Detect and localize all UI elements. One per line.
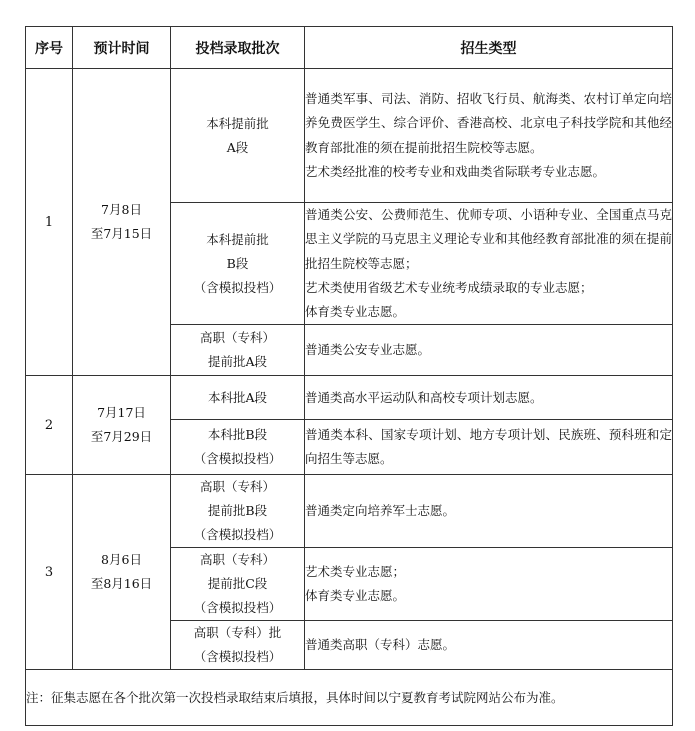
types-cell	[305, 69, 673, 203]
types-cell	[305, 203, 673, 325]
date-start: 8月6日	[101, 552, 142, 568]
types-cell	[305, 621, 673, 670]
batch-line: 本科提前批	[206, 115, 269, 131]
types-line: 艺术类使用省级艺术专业统考成绩录取的专业志愿；	[305, 279, 593, 295]
header-type: 招生类型	[305, 27, 673, 69]
types-line: 艺术类经批准的校考专业和戏曲类省际联考专业志愿。	[305, 163, 606, 179]
batch-line: （含模拟投档）	[193, 649, 282, 665]
types-line: 体育类专业志愿。	[305, 304, 406, 320]
types-line: 普通类高水平运动队和高校专项计划志愿。	[305, 389, 543, 405]
group-date	[73, 69, 171, 376]
batch-cell	[171, 376, 305, 420]
types-line: 普通类定向培养军士志愿。	[305, 503, 456, 519]
header-batch: 投档录取批次	[171, 27, 305, 69]
batch-line: 本科提前批	[206, 231, 269, 247]
date-end: 至8月16日	[90, 576, 153, 592]
batch-cell	[171, 548, 305, 621]
types-line: 艺术类专业志愿；	[305, 564, 406, 580]
date-end: 至7月15日	[90, 226, 153, 242]
group-date	[73, 475, 171, 670]
types-line: 普通类本科、国家专项计划、地方专项计划、民族班、预科班和定向招生等志愿。	[305, 427, 672, 467]
group-number: 2	[26, 376, 73, 475]
batch-cell	[171, 325, 305, 376]
types-line: 普通类军事、司法、消防、招收飞行员、航海类、农村订单定向培养免费医学生、综合评价、香港高校、北京电子科技学院和其他经教育部批准的须在提前批招生院校等志愿。	[305, 90, 672, 155]
types-cell	[305, 420, 673, 475]
batch-line: （含模拟投档）	[193, 451, 282, 467]
batch-line: （含模拟投档）	[193, 600, 282, 616]
header-row	[26, 27, 673, 69]
date-start: 7月8日	[101, 202, 142, 218]
header-no: 序号	[26, 27, 73, 69]
date-end: 至7月29日	[90, 429, 153, 445]
table-row	[26, 376, 673, 420]
types-cell	[305, 548, 673, 621]
batch-line: 高职（专科）批	[193, 625, 282, 641]
batch-line: 本科批B段	[207, 427, 268, 443]
batch-cell	[171, 621, 305, 670]
batch-line: 本科批A段	[207, 389, 268, 405]
batch-cell	[171, 69, 305, 203]
batch-line: B段	[226, 255, 249, 271]
batch-line: 高职（专科）	[199, 552, 275, 568]
batch-line: 提前批B段	[207, 503, 268, 519]
table-row	[26, 475, 673, 548]
group-number: 3	[26, 475, 73, 670]
group-number: 1	[26, 69, 73, 376]
batch-line: A段	[226, 139, 249, 155]
batch-cell	[171, 420, 305, 475]
batch-line: 提前批A段	[207, 354, 268, 370]
types-cell	[305, 475, 673, 548]
footnote: 注：征集志愿在各个批次第一次投档录取结束后填报，具体时间以宁夏教育考试院网站公布为准。	[26, 670, 673, 726]
table-row	[26, 69, 673, 203]
note-row	[26, 670, 673, 726]
batch-line: 高职（专科）	[199, 479, 275, 495]
batch-line: （含模拟投档）	[193, 279, 282, 295]
header-time: 预计时间	[73, 27, 171, 69]
batch-line: 高职（专科）	[199, 330, 275, 346]
types-line: 体育类专业志愿。	[305, 588, 406, 604]
batch-line: （含模拟投档）	[193, 527, 282, 543]
group-date	[73, 376, 171, 475]
types-line: 普通类公安专业志愿。	[305, 342, 431, 358]
types-line: 普通类公安、公费师范生、优师专项、小语种专业、全国重点马克思主义学院的马克思主义理论专业和其他经教育部批准的须在提前批招生院校等志愿；	[305, 207, 672, 271]
types-cell	[305, 325, 673, 376]
batch-cell	[171, 475, 305, 548]
batch-line: 提前批C段	[207, 576, 268, 592]
types-line: 普通类高职（专科）志愿。	[305, 637, 456, 653]
types-cell	[305, 376, 673, 420]
admission-schedule-table	[25, 26, 673, 726]
date-start: 7月17日	[97, 405, 146, 421]
batch-cell	[171, 203, 305, 325]
